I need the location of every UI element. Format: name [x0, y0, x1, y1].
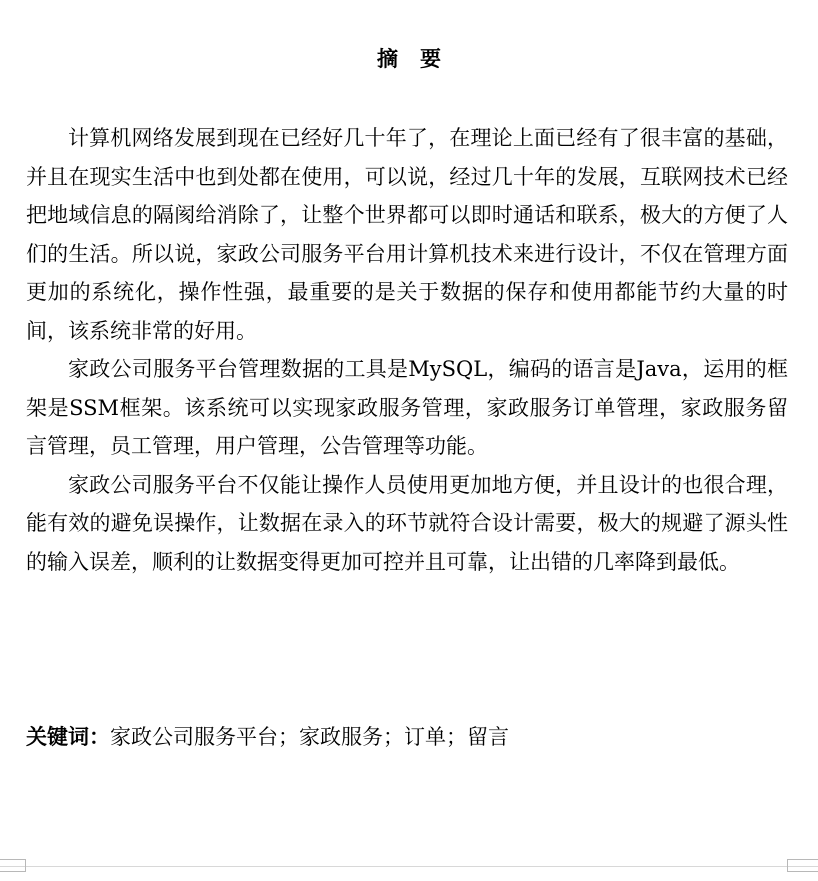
page-margin-corner-left	[0, 859, 26, 872]
abstract-paragraph-2: 家政公司服务平台管理数据的工具是MySQL，编码的语言是Java，运用的框架是SSM框架。该系统可以实现家政服务管理，家政服务订单管理，家政服务留言管理，员工管理，用户管理，公告管理等功能。	[26, 357, 788, 458]
keywords-label-text: 关键词	[26, 725, 89, 749]
abstract-paragraph-1: 计算机网络发展到现在已经好几十年了，在理论上面已经有了很丰富的基础，并且在现实生活中也到处都在使用，可以说，经过几十年的发展，互联网技术已经把地域信息的隔阂给消除了，让整个世界都可以即时通话和联系，极大的方便了人们的生活。所以说，家政公司服务平台用计算机技术来进行设计，不仅在管理方面更加的系统化，操作性强，最重要的是关于数据的保存和使用都能节约大量的时间，该系统非常的好用。	[26, 126, 788, 343]
keywords-label	[26, 725, 110, 749]
abstract-title-char-2: 要	[420, 47, 441, 71]
page-margin-corner-right	[787, 859, 818, 872]
keywords-separator: ：	[89, 725, 110, 749]
page-break-divider	[0, 866, 818, 867]
abstract-body	[26, 119, 788, 581]
abstract-title-char-1: 摘	[377, 47, 398, 71]
abstract-title	[0, 44, 818, 74]
keywords-value: 家政公司服务平台；家政服务；订单；留言	[110, 725, 509, 749]
abstract-paragraph-3: 家政公司服务平台不仅能让操作人员使用更加地方便，并且设计的也很合理，能有效的避免误操作，让数据在录入的环节就符合设计需要，极大的规避了源头性的输入误差，顺利的让数据变得更加可控并且可靠，让出错的几率降到最低。	[26, 472, 788, 574]
keywords-line	[26, 722, 786, 752]
